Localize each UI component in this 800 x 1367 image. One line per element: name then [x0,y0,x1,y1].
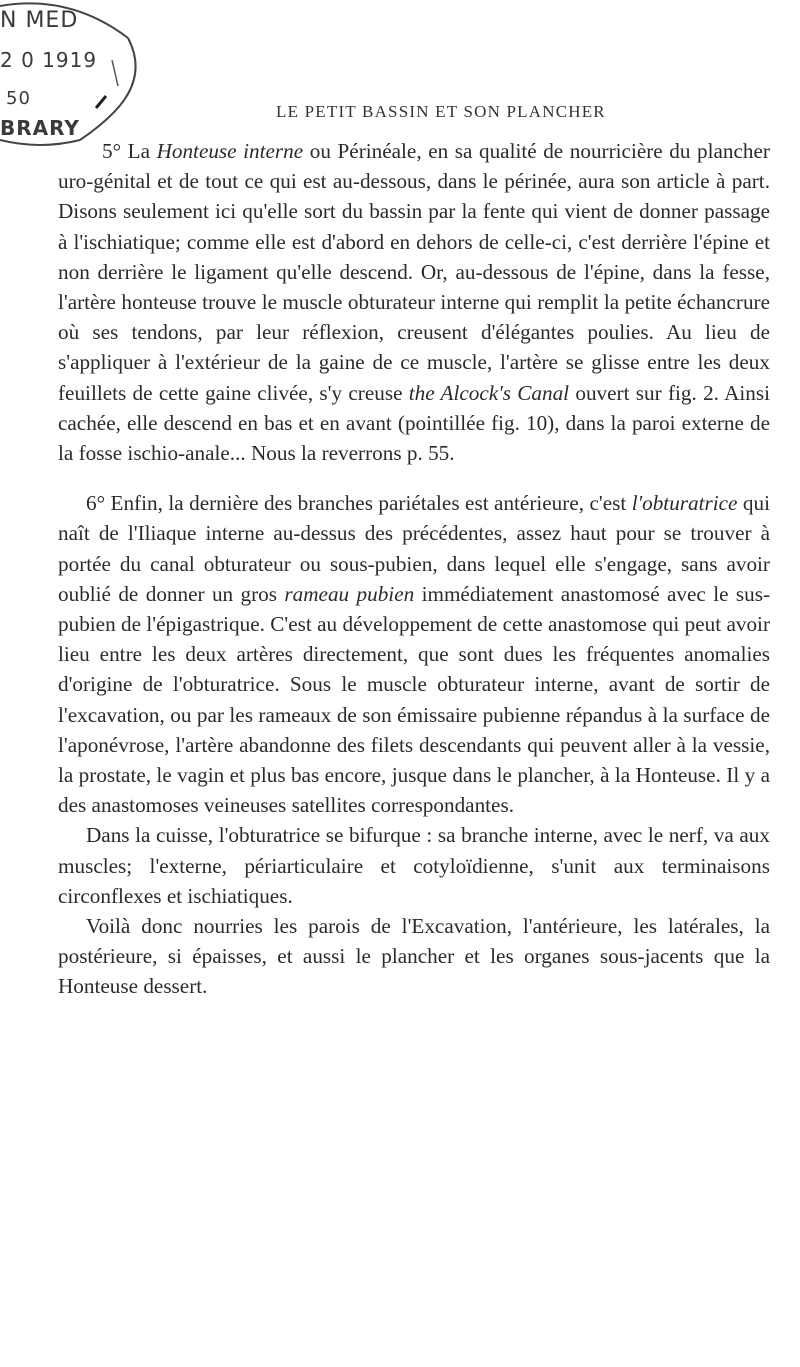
text-run: 5° La [102,139,157,163]
paragraph-conclusion [58,911,770,1002]
italic-term: the Alcock's Canal [408,380,570,405]
text-run: qui naît de l'Iliaque interne au-dessus des précédentes, assez haut pour se trouver à portée du canal obturateur ou sous-pubien, dans lequel elle s'engage, sans avoir oublié de donner un gros [58,491,771,606]
text-run: Dans la cuisse, l'obturatrice se bifurque : sa branche interne, avec le nerf, va aux muscles; l'externe, périarticulaire et cotyloïdienne, s'unit aux terminaisons circonflexes et ischiatiques. [58,823,770,908]
text-run: immédiatement anastomosé avec le sus-pubien de l'épigastrique. C'est au développement de cette anastomose qui peut avoir lieu entre les deux artères directement, que sont dues les fréquentes anomalies d'origine de l'obturatrice. Sous le muscle obturateur interne, avant de sortir de l'excavation, ou par les rameaux de son émissaire pubienne répandus à la surface de l'aponévrose, l'artère abandonne des filets descendants qui peuvent aller à la vessie, la prostate, le vagin et plus bas encore, jusque dans le plancher, à la Honteuse. Il y a des anastomoses veineuses satellites correspondantes. [58,581,771,818]
italic-term: Honteuse interne [156,139,304,163]
text-run: ou Périnéale, en sa qualité de nourricière du plancher uro-génital et de tout ce qui est au-dessous, dans le périnée, aura son article à part. Disons seulement ici qu'elle sort du bassin par la fente qui vient de donner passage à l'ischiatique; comme elle est d'abord en dehors de celle-ci, c'est derrière l'épine et non derrière le ligament qu'elle descend. Or, au-dessous de l'épine, dans la fesse, l'artère honteuse trouve le muscle obturateur interne qui remplit la petite échancrure où ses tendons, par leur réflexion, creusent d'élégantes poulies. Au lieu de s'appliquer à l'extérieur de la gaine de ce muscle, l'artère se glisse entre les deux feuillets de cette gaine clivée, s'y creuse [58,139,770,405]
paragraph-honteuse [58,136,770,468]
paragraph-obturatrice [58,488,770,820]
stamp-line-2: 2 0 1919 [0,48,98,72]
stamp-line-1: N MED [0,8,79,33]
text-run: ouvert sur fig. 2. Ainsi cachée, elle descend en bas et en avant (pointillée fig. 10), dans la paroi externe de la fosse ischio-anale... Nous la reverrons p. 55. [58,380,770,466]
body-text [58,136,770,1002]
running-head: LE PETIT BASSIN ET SON PLANCHER [276,102,606,121]
text-run: 6° Enfin, la dernière des branches pariétales est antérieure, c'est [86,491,632,516]
italic-term: l'obturatrice [631,491,738,516]
italic-term: rameau pubien [284,581,415,606]
stamp-line-3: 50 [6,88,31,109]
text-run: Voilà donc nourries les parois de l'Excavation, l'antérieure, les latérales, la postérieure, si épaisses, et aussi le plancher et les organes sous-jacents que la Honteuse dessert. [58,914,770,999]
stamp-line-4: BRARY [0,116,80,140]
paragraph-cuisse [58,820,770,911]
